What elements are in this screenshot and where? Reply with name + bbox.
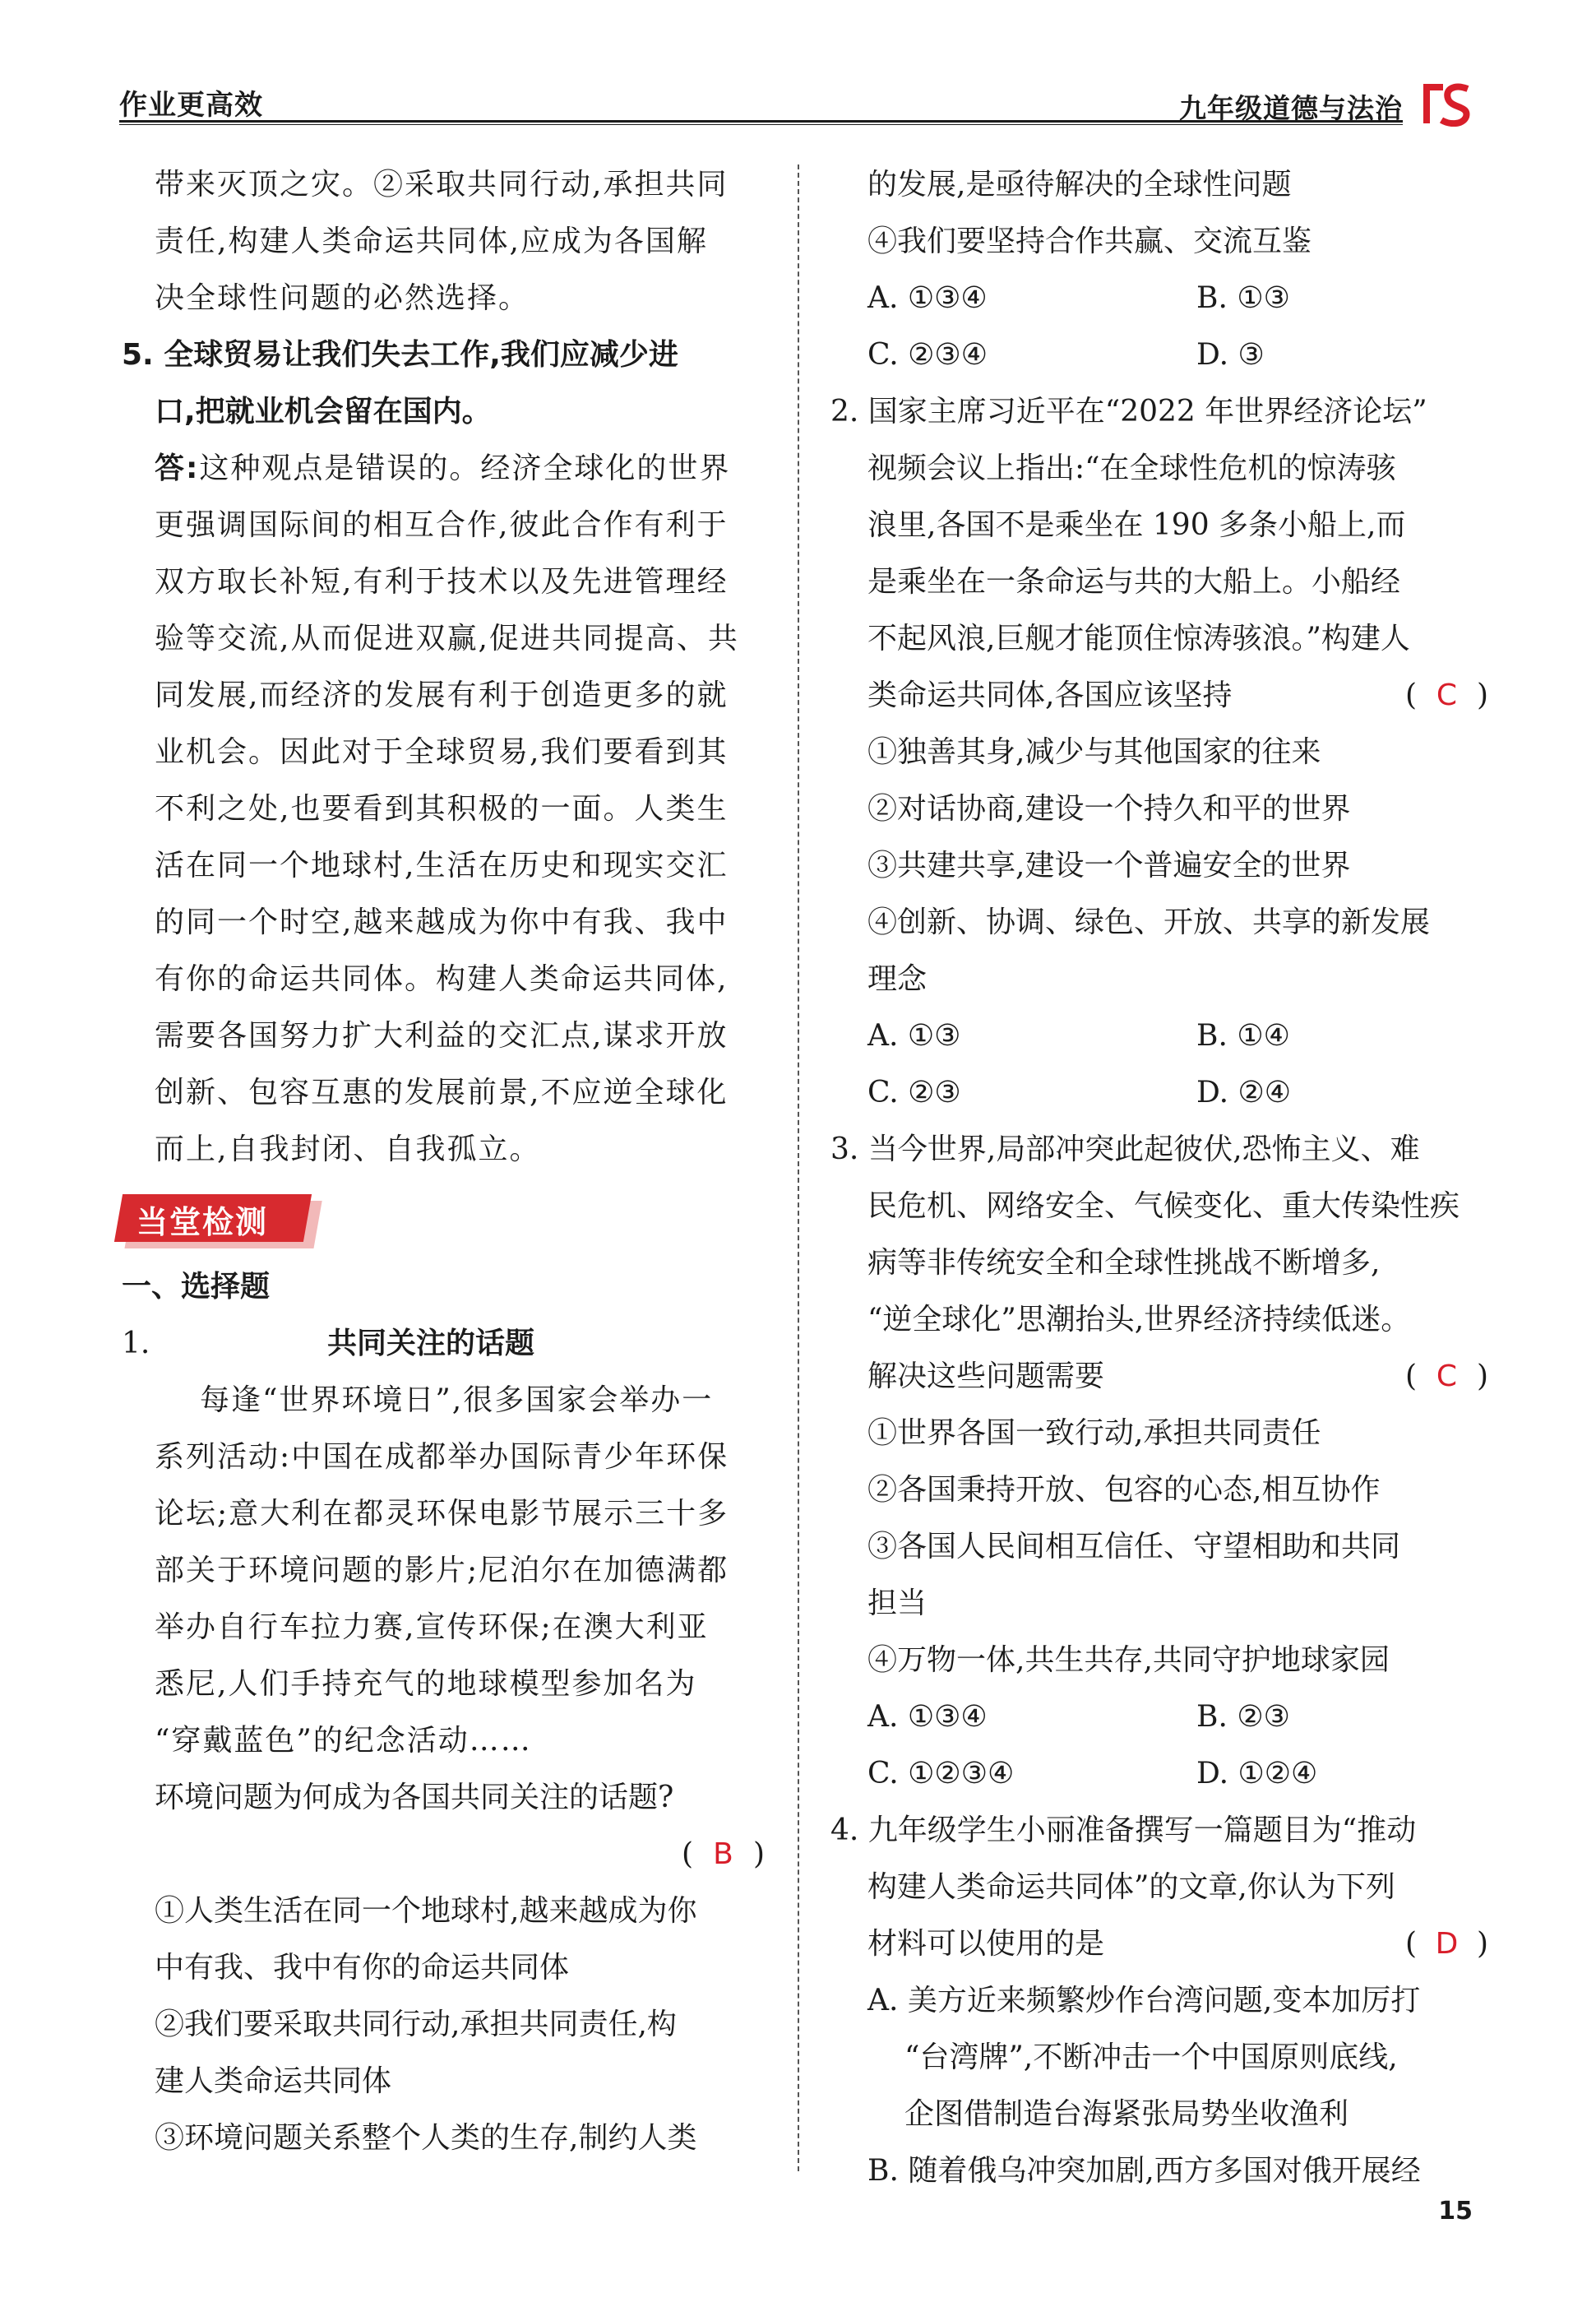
option-line: 企图借制造台海紧张局势坐收渔利 (904, 2097, 1349, 2131)
text-line: 决全球性问题的必然选择。 (155, 281, 530, 315)
answer-mark: C (1436, 1359, 1458, 1393)
choice-row (830, 1007, 1488, 1064)
choice-row (830, 327, 1488, 383)
answer-line (122, 440, 765, 497)
answer-mark: B (713, 1837, 733, 1871)
option-line: 建人类命运共同体 (155, 2064, 392, 2098)
choice-d: D. ①②④ (1196, 1757, 1318, 1790)
option-line: ③共建共享,建设一个普遍安全的世界 (867, 849, 1351, 882)
answer-bracket: ( D ) (1405, 1915, 1488, 1972)
left-column (122, 156, 765, 2166)
question-1-prompt: 环境问题为何成为各国共同关注的话题? (155, 1781, 674, 1814)
option-line: 的发展,是亟待解决的全球性问题 (867, 168, 1292, 201)
section-heading: 一、选择题 (122, 1270, 271, 1304)
header-rule-thin (119, 124, 1403, 125)
answer-line: 更强调国际间的相互合作,彼此合作有利于 (155, 508, 729, 542)
option-line: ②各国秉持开放、包容的心态,相互协作 (867, 1473, 1381, 1507)
question-line: 不起风浪,巨舰才能顶住惊涛骇浪。”构建人 (867, 622, 1410, 655)
material-line: 举办自行车拉力赛,宣传环保;在澳大利亚 (155, 1610, 709, 1644)
page-header (119, 82, 1473, 125)
option-line: ②我们要采取共同行动,承担共同责任,构 (155, 2008, 677, 2041)
text-line: 责任,构建人类命运共同体,应成为各国解 (155, 225, 708, 258)
choice-d: D. ③ (1196, 338, 1265, 372)
choice-c: C. ②③④ (867, 338, 988, 372)
option-line: ④我们要坚持合作共赢、交流互鉴 (867, 225, 1312, 258)
answer-label: 答: (155, 452, 200, 485)
choice-c: C. ①②③④ (867, 1757, 1015, 1790)
question-line: 视频会议上指出:“在全球性危机的惊涛骇 (867, 452, 1396, 485)
banner-label: 当堂检测 (136, 1203, 269, 1240)
question-line: 浪里,各国不是乘坐在 190 多条小船上,而 (867, 508, 1406, 542)
option-line: “台湾牌”,不断冲击一个中国原则底线, (904, 2040, 1398, 2074)
answer-line: 的同一个时空,越来越成为你中有我、我中 (155, 906, 729, 939)
option-line: 担当 (867, 1586, 928, 1620)
option-line: A. 美方近来频繁炒作台湾问题,变本加厉打 (867, 1984, 1421, 2017)
answer-line: 有你的命运共同体。构建人类命运共同体, (155, 962, 729, 996)
header-left-title: 作业更高效 (119, 89, 263, 122)
question-1-title: 共同关注的话题 (327, 1327, 535, 1360)
option-line: ①人类生活在同一个地球村,越来越成为你 (155, 1894, 697, 1928)
choice-row (830, 270, 1488, 327)
option-line: ④万物一体,共生共存,共同守护地球家园 (867, 1643, 1390, 1677)
question-3: 3. 当今世界,局部冲突此起彼伏,恐怖主义、难 (830, 1133, 1420, 1166)
question-text: 材料可以使用的是 (867, 1927, 1105, 1961)
option-line: ②对话协商,建设一个持久和平的世界 (867, 792, 1351, 826)
material-line: 系列活动:中国在成都举办国际青少年环保 (155, 1440, 729, 1474)
section-banner (118, 1184, 765, 1250)
choice-row (830, 1745, 1488, 1802)
choice-a: A. ①③ (867, 1019, 961, 1053)
publisher-logo-icon (1422, 82, 1473, 127)
answer-bracket: ( C ) (1405, 1348, 1488, 1405)
answer-row (122, 1826, 765, 1883)
material-line: 论坛;意大利在都灵环保电影节展示三十多 (155, 1497, 729, 1531)
answer-line: 不利之处,也要看到其积极的一面。人类生 (155, 792, 729, 826)
choice-b: B. ①④ (1196, 1019, 1290, 1053)
choice-c: C. ②③ (867, 1076, 961, 1109)
question-line (830, 1348, 1488, 1405)
text-line: 带来灭顶之灾。②采取共同行动,承担共同 (155, 168, 729, 201)
option-line: 理念 (867, 962, 928, 996)
question-line: 病等非传统安全和全球性挑战不断增多, (867, 1246, 1381, 1280)
answer-bracket: ( C ) (1405, 667, 1488, 724)
option-line: ③各国人民间相互信任、守望相助和共同 (867, 1530, 1401, 1563)
choice-b: B. ②③ (1196, 1700, 1290, 1734)
answer-mark: C (1436, 679, 1458, 712)
question-number: 1. (122, 1327, 150, 1360)
material-line: 悉尼,人们手持充气的地球模型参加名为 (155, 1667, 697, 1701)
question-text: 解决这些问题需要 (867, 1359, 1105, 1393)
answer-text: 这种观点是错误的。经济全球化的世界 (199, 452, 731, 485)
answer-line: 同发展,而经济的发展有利于创造更多的就 (155, 679, 729, 712)
option-line: 中有我、我中有你的命运共同体 (155, 1951, 570, 1985)
answer-line: 双方取长补短,有利于技术以及先进管理经 (155, 565, 729, 599)
question-2: 2. 国家主席习近平在“2022 年世界经济论坛” (830, 395, 1427, 428)
answer-mark: D (1435, 1927, 1459, 1961)
option-line: B. 随着俄乌冲突加剧,西方多国对俄开展经 (867, 2154, 1421, 2188)
option-line: ①独善其身,减少与其他国家的往来 (867, 735, 1321, 769)
page-number: 15 (1438, 2197, 1473, 2226)
question-line: 构建人类命运共同体”的文章,你认为下列 (867, 1870, 1395, 1904)
material-line: 每逢“世界环境日”,很多国家会举办一 (200, 1383, 714, 1417)
question-4: 4. 九年级学生小丽准备撰写一篇题目为“推动 (830, 1813, 1417, 1847)
answer-bracket: ( B ) (682, 1826, 765, 1883)
choice-a: A. ①③④ (867, 281, 988, 315)
answer-line: 活在同一个地球村,生活在历史和现实交汇 (155, 849, 729, 882)
question-1-heading (122, 1315, 765, 1372)
right-column (830, 156, 1488, 2199)
answer-line: 而上,自我封闭、自我孤立。 (155, 1133, 541, 1166)
answer-line: 创新、包容互惠的发展前景,不应逆全球化 (155, 1076, 729, 1109)
choice-row (830, 1064, 1488, 1121)
choice-b: B. ①③ (1196, 281, 1290, 315)
answer-line: 验等交流,从而促进双赢,促进共同提高、共 (155, 622, 739, 655)
question-line: “逆全球化”思潮抬头,世界经济持续低迷。 (867, 1303, 1411, 1336)
question-line: 民危机、网络安全、气候变化、重大传染性疾 (867, 1189, 1460, 1223)
answer-line: 业机会。因此对于全球贸易,我们要看到其 (155, 735, 729, 769)
question-5: 5. 全球贸易让我们失去工作,我们应减少进 (122, 338, 678, 372)
option-line: ④创新、协调、绿色、开放、共享的新发展 (867, 906, 1431, 939)
option-line: ①世界各国一致行动,承担共同责任 (867, 1416, 1321, 1450)
answer-line: 需要各国努力扩大利益的交汇点,谋求开放 (155, 1019, 729, 1053)
choice-row (830, 1688, 1488, 1745)
question-line (830, 667, 1488, 724)
material-line: “穿戴蓝色”的纪念活动…… (155, 1724, 532, 1758)
question-line: 是乘坐在一条命运与共的大船上。小船经 (867, 565, 1401, 599)
material-line: 部关于环境问题的影片;尼泊尔在加德满都 (155, 1554, 729, 1587)
question-line (830, 1915, 1488, 1972)
question-text: 类命运共同体,各国应该坚持 (867, 679, 1233, 712)
column-divider (798, 164, 799, 2171)
option-line: ③环境问题关系整个人类的生存,制约人类 (155, 2121, 697, 2155)
header-rule (119, 120, 1403, 123)
question-5-cont: 口,把就业机会留在国内。 (155, 395, 492, 428)
choice-a: A. ①③④ (867, 1700, 988, 1734)
choice-d: D. ②④ (1196, 1076, 1292, 1109)
header-right-title: 九年级道德与法治 (1179, 92, 1403, 124)
